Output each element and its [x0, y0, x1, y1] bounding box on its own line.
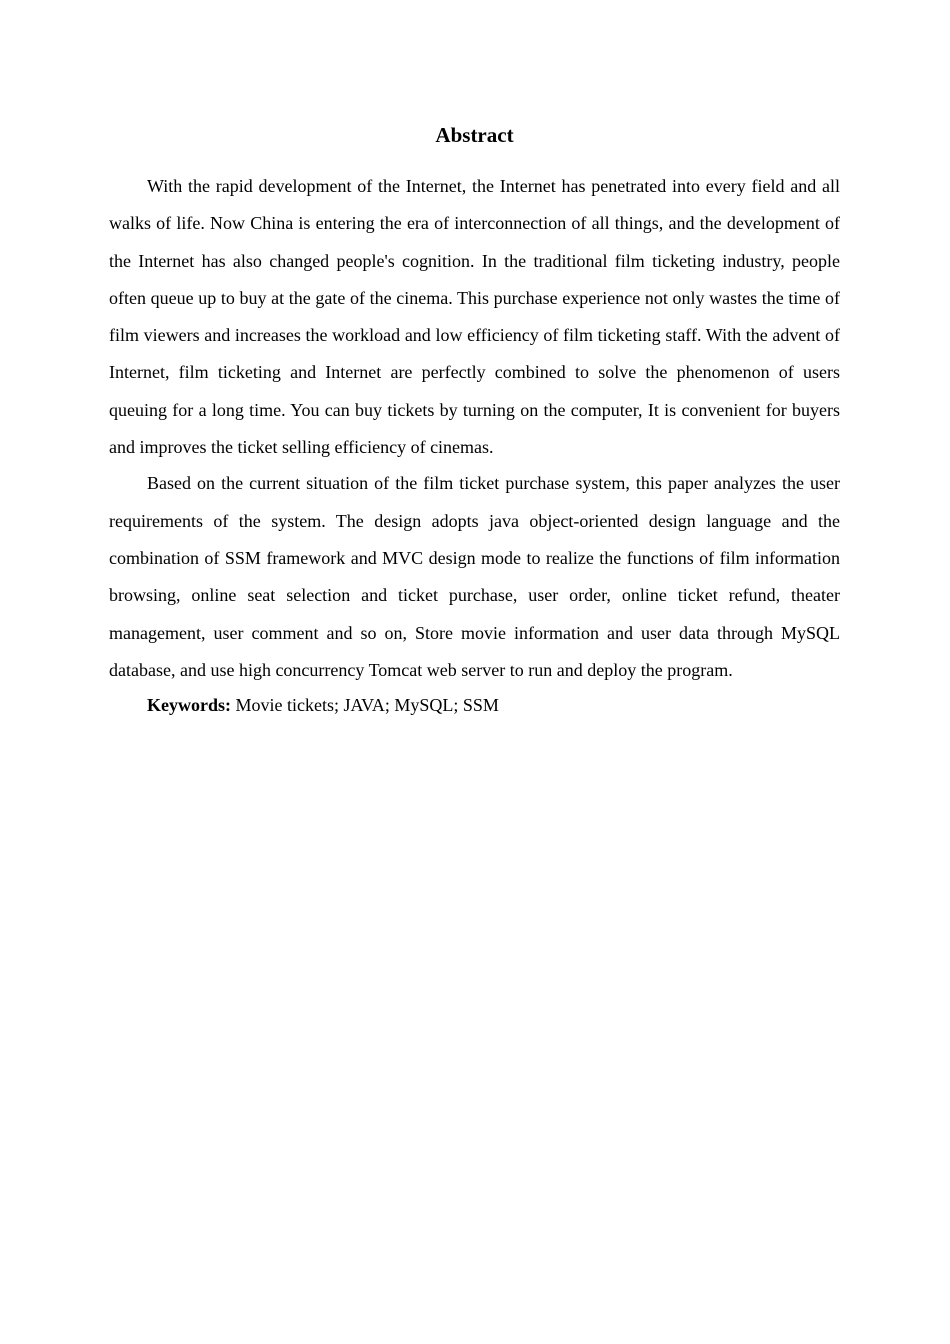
keywords-line — [109, 687, 840, 724]
abstract-section — [109, 118, 840, 724]
abstract-paragraph-1: With the rapid development of the Internet, the Internet has penetrated into every field and all walks of life. Now China is entering the era of interconnection of all things, and the development of the Internet has also changed people's cognition. In the traditional film ticketing industry, people often queue up to buy at the gate of the cinema. This purchase experience not only wastes the time of film viewers and increases the workload and low efficiency of film ticketing staff. With the advent of Internet, film ticketing and Internet are perfectly combined to solve the phenomenon of users queuing for a long time. You can buy tickets by turning on the computer, It is convenient for buyers and improves the ticket selling efficiency of cinemas. — [109, 176, 840, 458]
keywords-value: Movie tickets; JAVA; MySQL; SSM — [231, 695, 499, 716]
abstract-title: Abstract — [435, 123, 514, 147]
abstract-paragraph-2: Based on the current situation of the film ticket purchase system, this paper analyzes the user requirements of the system. The design adopts java object-oriented design language and the combination of SSM framework and MVC design mode to realize the functions of film information browsing, online seat selection and ticket purchase, user order, online ticket refund, theater management, user comment and so on, Store movie information and user data through MySQL database, and use high concurrency Tomcat web server to run and deploy the program. — [109, 473, 840, 680]
keywords-label: Keywords: — [147, 695, 231, 716]
